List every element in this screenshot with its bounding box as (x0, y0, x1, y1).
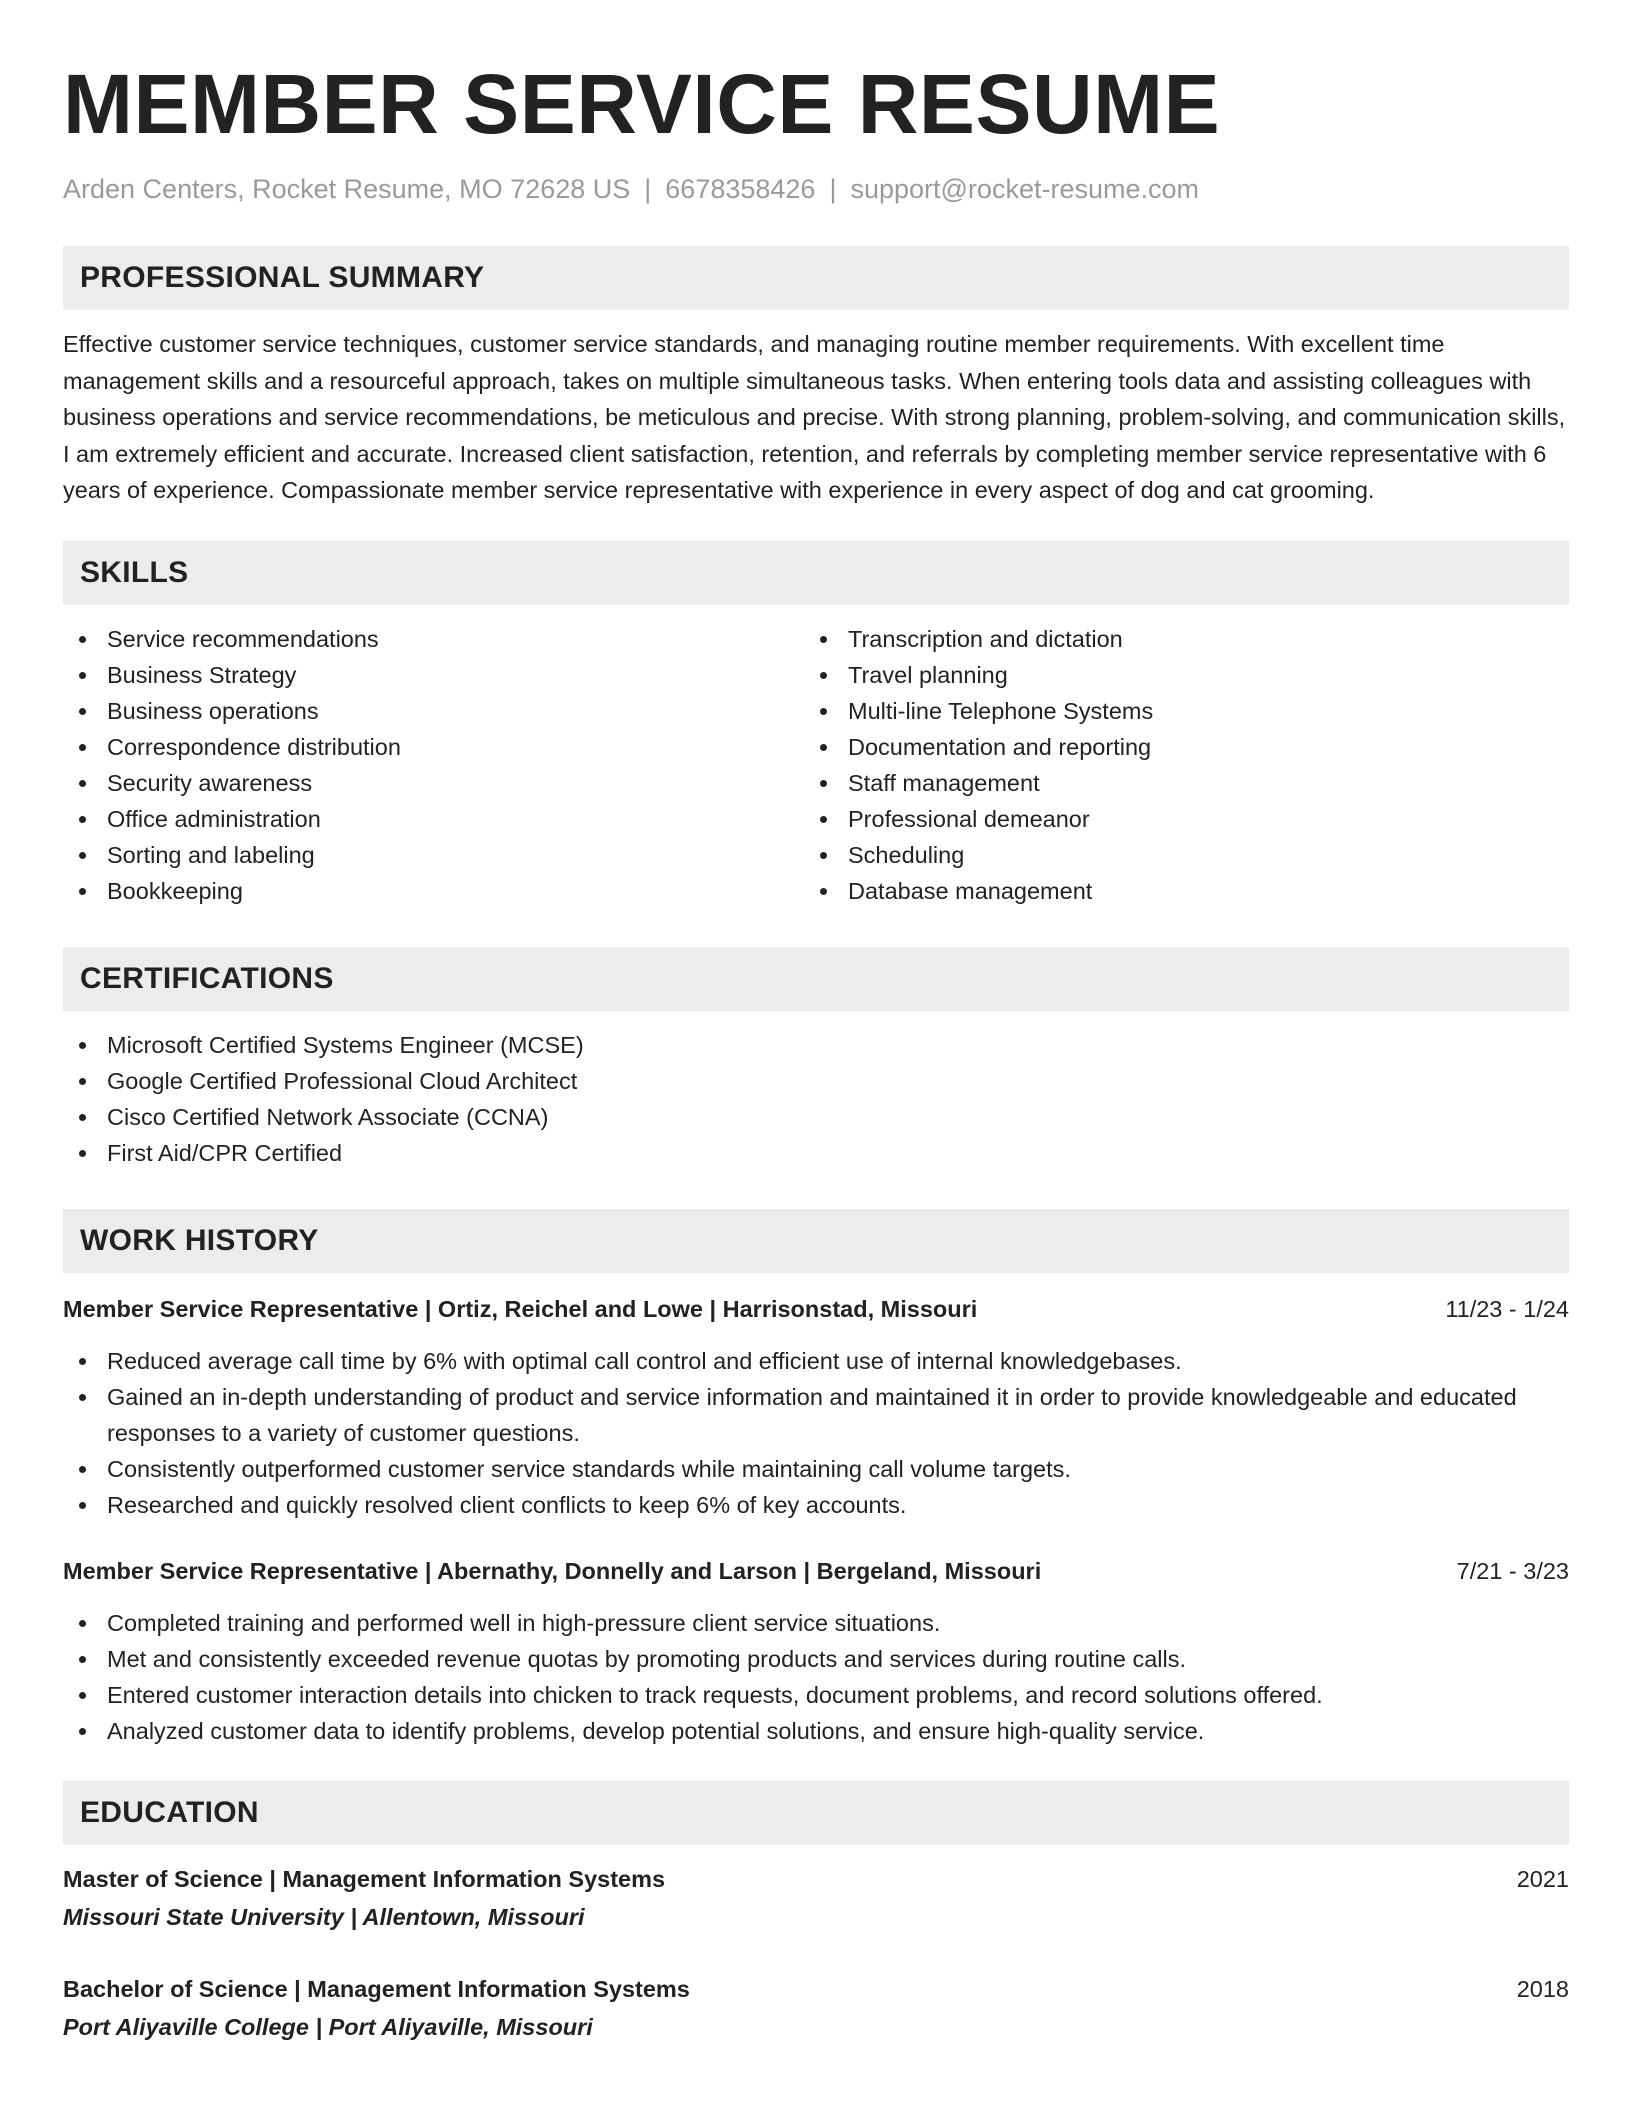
page-title: MEMBER SERVICE RESUME (63, 57, 1221, 151)
education-school: Missouri State University | Allentown, Missouri (63, 1903, 585, 1930)
job-bullet: Entered customer interaction details into chicken to track requests, document problems, and record solutions offered. (63, 1677, 1569, 1713)
skill-item: Multi-line Telephone Systems (804, 693, 1545, 729)
certification-item: Google Certified Professional Cloud Architect (63, 1063, 1569, 1099)
skill-item: Transcription and dictation (804, 621, 1545, 657)
section-header-summary: PROFESSIONAL SUMMARY (63, 246, 1569, 310)
skill-item: Database management (804, 873, 1545, 909)
education-degree: Master of Science | Management Information Systems (63, 1865, 666, 1892)
certification-item: First Aid/CPR Certified (63, 1135, 1569, 1171)
skill-item: Scheduling (804, 837, 1545, 873)
job-bullet: Analyzed customer data to identify problems, develop potential solutions, and ensure high-quality service. (63, 1713, 1569, 1749)
skills-list-left (63, 621, 804, 909)
job-bullet: Gained an in-depth understanding of product and service information and maintained it in order to provide knowledgeable and educated responses to a variety of customer questions. (63, 1379, 1569, 1451)
summary-text: Effective customer service techniques, customer service standards, and managing routine member requirements. With excellent time management skills and a resourceful approach, takes on multiple simultaneous tasks. When entering tools data and assisting colleagues with business operations and service recommendations, be meticulous and precise. With strong planning, problem-solving, and communication skills, I am extremely efficient and accurate. Increased client satisfaction, retention, and referrals by completing member service representative with 6 years of experience. Compassionate member service representative with experience in every aspect of dog and cat grooming. (63, 331, 1566, 503)
contact-separator: | (644, 174, 652, 204)
job-dates: 7/21 - 3/23 (1456, 1557, 1569, 1584)
section-header-work-history: WORK HISTORY (63, 1209, 1569, 1273)
job-bullet: Reduced average call time by 6% with optimal call control and efficient use of internal knowledgebases. (63, 1343, 1569, 1379)
job-entry (63, 1291, 1569, 1523)
section-header-education: EDUCATION (63, 1781, 1569, 1845)
certification-item: Microsoft Certified Systems Engineer (MCSE) (63, 1027, 1569, 1063)
education-header (63, 1861, 1569, 1897)
skill-item: Correspondence distribution (63, 729, 804, 765)
job-bullet: Completed training and performed well in high-pressure client service situations. (63, 1605, 1569, 1641)
job-bullet: Researched and quickly resolved client conflicts to keep 6% of key accounts. (63, 1487, 1569, 1523)
skills-list-right (804, 621, 1545, 909)
job-dates: 11/23 - 1/24 (1445, 1295, 1569, 1322)
job-bullet: Met and consistently exceeded revenue quotas by promoting products and services during routine calls. (63, 1641, 1569, 1677)
skill-item: Travel planning (804, 657, 1545, 693)
certification-item: Cisco Certified Network Associate (CCNA) (63, 1099, 1569, 1135)
education-degree: Bachelor of Science | Management Information Systems (63, 1975, 690, 2002)
job-entry (63, 1553, 1569, 1749)
skill-item: Bookkeeping (63, 873, 804, 909)
certifications-list (63, 1027, 1569, 1171)
job-bullet: Consistently outperformed customer service standards while maintaining call volume targets. (63, 1451, 1569, 1487)
job-title: Member Service Representative | Abernathy, Donnelly and Larson | Bergeland, Missouri (63, 1557, 1042, 1584)
skill-item: Professional demeanor (804, 801, 1545, 837)
job-header (63, 1291, 1569, 1327)
contact-separator: | (829, 174, 837, 204)
education-year: 2021 (1516, 1865, 1569, 1892)
job-bullets (63, 1605, 1569, 1749)
skill-item: Business Strategy (63, 657, 804, 693)
skill-item: Office administration (63, 801, 804, 837)
section-header-certifications: CERTIFICATIONS (63, 947, 1569, 1011)
skill-item: Business operations (63, 693, 804, 729)
education-entry (63, 1861, 1569, 1935)
education-school: Port Aliyaville College | Port Aliyaville, Missouri (63, 2013, 593, 2040)
job-header (63, 1553, 1569, 1589)
skill-item: Sorting and labeling (63, 837, 804, 873)
education-entry (63, 1971, 1569, 2045)
job-bullets (63, 1343, 1569, 1523)
contact-line (63, 172, 1569, 206)
skill-item: Service recommendations (63, 621, 804, 657)
section-header-skills: SKILLS (63, 541, 1569, 605)
skills-columns (63, 621, 1569, 909)
job-title: Member Service Representative | Ortiz, Reichel and Lowe | Harrisonstad, Missouri (63, 1295, 978, 1322)
education-header (63, 1971, 1569, 2007)
contact-phone: 6678358426 (665, 174, 816, 204)
skill-item: Documentation and reporting (804, 729, 1545, 765)
skill-item: Security awareness (63, 765, 804, 801)
contact-email: support@rocket-resume.com (850, 174, 1199, 204)
skill-item: Staff management (804, 765, 1545, 801)
contact-address: Arden Centers, Rocket Resume, MO 72628 US (63, 174, 631, 204)
education-year: 2018 (1516, 1975, 1569, 2002)
